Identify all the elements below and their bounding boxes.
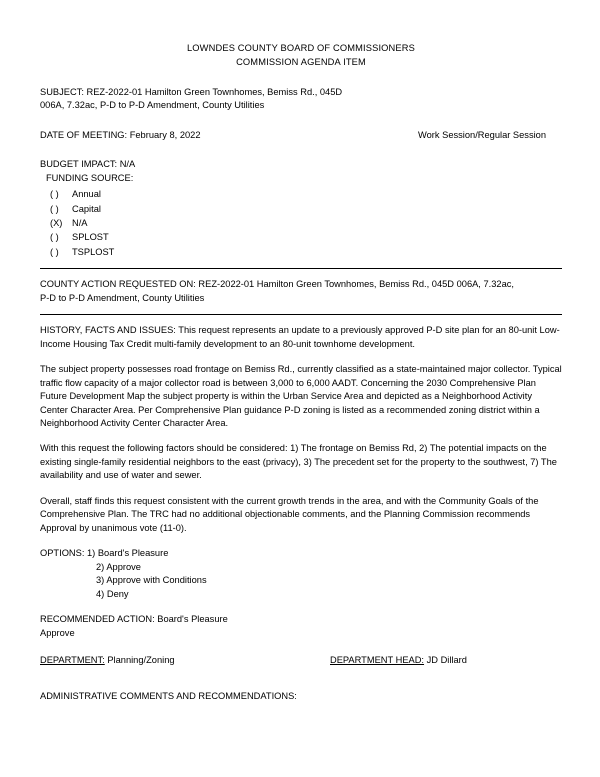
meeting-date: DATE OF MEETING: February 8, 2022: [40, 129, 201, 140]
funding-option-capital-mark: ( ): [50, 203, 59, 214]
funding-source-options: [50, 187, 562, 259]
options-item-approve-with-conditions[interactable]: 3) Approve with Conditions: [96, 575, 207, 586]
funding-option-annual-label: Annual: [72, 189, 101, 200]
history-paragraph-2: The subject property possesses road frontage on Bemiss Rd., currently classified as a state-maintained major collector. Typical traffic flow capacity of a major collector road is between 3,000 to 6,000 AADT. Concerning the 2030 Comprehensive Plan Future Development Map the subject property is within the Urban Service Area and depicted as a Neighborhood Activity Center Character Area. Per Comprehensive Plan guidance P-D zoning is listed as a recommended zoning district within a Neighborhood Activity Center Character Area.: [40, 364, 562, 428]
funding-option-annual-mark: ( ): [50, 189, 59, 200]
meeting-session: Work Session/Regular Session: [418, 129, 546, 140]
history-paragraph-4: Overall, staff finds this request consistent with the current growth trends in the area, and with the Community Goals of the Comprehensive Plan. The TRC had no additional objectionable comments, and the Planning Commission recommends Approval by unanimous vote (11-0).: [40, 495, 539, 533]
department-label: DEPARTMENT:: [40, 655, 105, 666]
subject-line-2: 006A, 7.32ac, P-D to P-D Amendment, County Utilities: [40, 100, 265, 111]
divider-bottom: [40, 314, 562, 315]
options-item-approve[interactable]: 2) Approve: [96, 561, 141, 572]
meeting-row: [40, 129, 562, 142]
county-action-block: [40, 278, 562, 305]
header-line-2: COMMISSION AGENDA ITEM: [236, 56, 366, 67]
history-paragraph-3: With this request the following factors should be considered: 1) The frontage on Bemiss Rd, 2) The potential impacts on the existing single-family residential neighbors to the east (privacy), 3) The precedent set for the property to the southwest, 7) The availability and use of water and sewer.: [40, 443, 557, 481]
department-head-field: [330, 654, 467, 667]
county-action-line-1: COUNTY ACTION REQUESTED ON: REZ-2022-01 Hamilton Green Townhomes, Bemiss Rd., 045D 006A, 7.32ac,: [40, 279, 514, 290]
county-action-line-2: P-D to P-D Amendment, County Utilities: [40, 292, 205, 303]
department-value: Planning/Zoning: [107, 655, 175, 666]
administrative-comments-label: ADMINISTRATIVE COMMENTS AND RECOMMENDATIONS:: [40, 690, 297, 701]
funding-option-annual[interactable]: [50, 187, 562, 201]
options-item-deny[interactable]: 4) Deny: [96, 588, 129, 599]
funding-option-splost-label: SPLOST: [72, 232, 109, 243]
options-section: [40, 547, 562, 601]
subject-block: [40, 86, 562, 113]
funding-option-na-label: N/A: [72, 218, 88, 229]
funding-option-tsplost[interactable]: [50, 245, 562, 259]
department-row: [40, 654, 562, 667]
subject-line-1: SUBJECT: REZ-2022-01 Hamilton Green Townhomes, Bemiss Rd., 045D: [40, 86, 343, 97]
department-head-value: JD Dillard: [426, 655, 467, 666]
funding-option-capital-label: Capital: [72, 203, 101, 214]
funding-source-label: FUNDING SOURCE:: [46, 172, 134, 183]
recommended-action-line-2: Approve: [40, 627, 75, 638]
funding-option-splost[interactable]: [50, 230, 562, 244]
funding-option-tsplost-label: TSPLOST: [72, 246, 115, 257]
funding-option-na-mark: (X): [50, 218, 63, 229]
recommended-action-block: [40, 613, 562, 640]
funding-option-na[interactable]: [50, 216, 562, 230]
document-header: [40, 42, 562, 70]
budget-block: [40, 158, 562, 259]
options-line-1: OPTIONS: 1) Board's Pleasure: [40, 548, 169, 559]
department-field: [40, 654, 330, 667]
funding-option-capital[interactable]: [50, 202, 562, 216]
budget-impact: BUDGET IMPACT: N/A: [40, 159, 136, 170]
department-head-label: DEPARTMENT HEAD:: [330, 655, 425, 666]
history-paragraph-1: HISTORY, FACTS AND ISSUES: This request represents an update to a previously approved P-D site plan for an 80-unit Low-Income Housing Tax Credit multi-family development to an 80-unit townhome development.: [40, 325, 560, 349]
divider-top: [40, 268, 562, 269]
recommended-action-line-1: RECOMMENDED ACTION: Board's Pleasure: [40, 614, 228, 625]
funding-option-tsplost-mark: ( ): [50, 246, 59, 257]
header-line-1: LOWNDES COUNTY BOARD OF COMMISSIONERS: [186, 43, 415, 53]
funding-option-splost-mark: ( ): [50, 232, 59, 243]
